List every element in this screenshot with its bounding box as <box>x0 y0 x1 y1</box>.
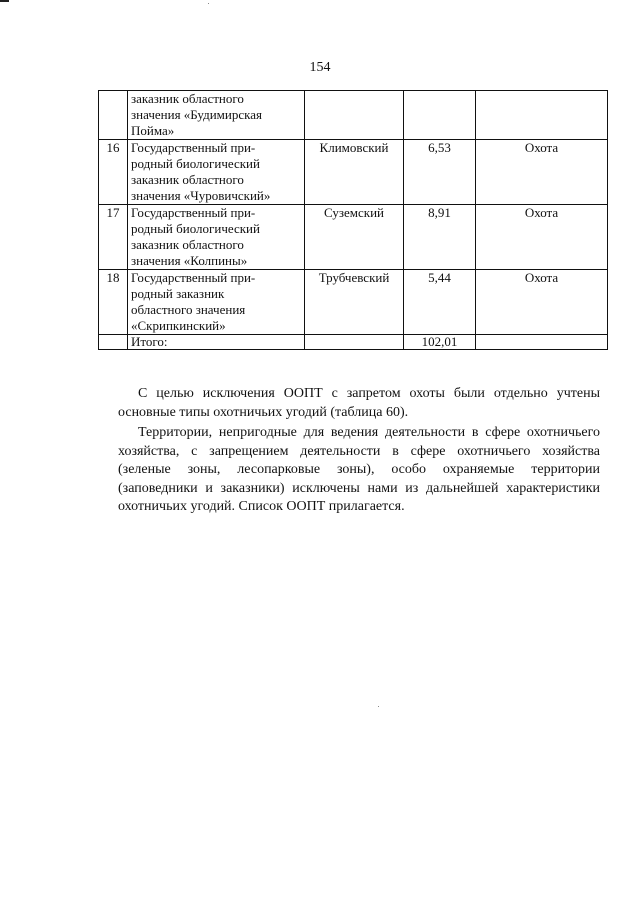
row-number-cell <box>99 91 128 140</box>
row-number-cell: 16 <box>99 140 128 205</box>
row-number-cell <box>99 335 128 350</box>
restriction-cell: Охота <box>476 140 608 205</box>
reserve-name-cell <box>128 91 305 140</box>
paragraph-line: основные типы охотничьих угодий (таблица 60). <box>118 404 409 420</box>
restriction-cell: Охота <box>476 205 608 270</box>
table-total-row <box>99 335 608 350</box>
reserve-name-line: значения «Чуровичский» <box>131 188 271 203</box>
district-cell: Суземский <box>305 205 404 270</box>
area-cell: 5,44 <box>404 270 476 335</box>
reserve-name-line: Государственный при- <box>131 205 256 220</box>
table-row <box>99 205 608 270</box>
table-row <box>99 140 608 205</box>
paragraph-line: охотничьих угодий. Список ООПТ прилагается. <box>118 499 405 514</box>
scan-speck <box>378 706 379 707</box>
paragraph-hunting-lands-types <box>118 385 600 422</box>
area-cell: 8,91 <box>404 205 476 270</box>
district-cell: Трубчевский <box>305 270 404 335</box>
reserve-name-cell <box>128 140 305 205</box>
reserve-name-line: значения «Будимирская <box>131 107 263 122</box>
reserve-name-line: Государственный при- <box>131 270 256 285</box>
oopt-table-container <box>98 90 608 350</box>
paragraph-line: (зеленые зоны, лесопарковые зоны), особо охраняемые территории <box>118 462 600 477</box>
district-cell <box>305 91 404 140</box>
paragraph-line: (заповедники и заказники) исключены нами из дальнейшей характеристики <box>118 480 600 496</box>
total-label-cell: Итого: <box>128 335 305 350</box>
reserve-name-line: родный биологический <box>131 156 260 171</box>
reserve-name-cell <box>128 270 305 335</box>
paragraph-line: С целью исключения ООПТ с запретом охоты были отдельно учтены <box>138 386 600 401</box>
area-cell <box>404 91 476 140</box>
restriction-cell <box>476 91 608 140</box>
reserve-name-line: заказник областного <box>131 237 244 252</box>
total-area-cell: 102,01 <box>404 335 476 350</box>
restriction-cell <box>476 335 608 350</box>
district-cell: Климовский <box>305 140 404 205</box>
oopt-table <box>98 90 608 350</box>
scan-artifact-mark <box>0 0 9 2</box>
paragraph-line: хозяйства, с запрещением деятельности в сфере охотничьего хозяйства <box>118 443 600 459</box>
row-number-cell: 18 <box>99 270 128 335</box>
reserve-name-line: областного значения <box>131 302 246 317</box>
scan-speck <box>208 3 209 4</box>
row-number-cell: 17 <box>99 205 128 270</box>
area-cell: 6,53 <box>404 140 476 205</box>
table-row <box>99 91 608 140</box>
table-row <box>99 270 608 335</box>
reserve-name-line: «Скрипкинский» <box>131 318 226 333</box>
reserve-name-line: родный биологический <box>131 221 260 236</box>
district-cell <box>305 335 404 350</box>
reserve-name-line: родный заказник <box>131 286 225 301</box>
paragraph-line: Территории, непригодные для ведения деятельности в сфере охотничьего <box>138 425 600 440</box>
reserve-name-line: значения «Колпины» <box>131 253 248 268</box>
reserve-name-cell <box>128 205 305 270</box>
reserve-name-line: Пойма» <box>131 123 175 138</box>
reserve-name-line: заказник областного <box>131 172 244 187</box>
page-number: 154 <box>309 60 331 75</box>
reserve-name-line: Государственный при- <box>131 140 256 155</box>
reserve-name-line: заказник областного <box>131 91 244 106</box>
paragraph-excluded-territories <box>118 424 600 517</box>
restriction-cell: Охота <box>476 270 608 335</box>
